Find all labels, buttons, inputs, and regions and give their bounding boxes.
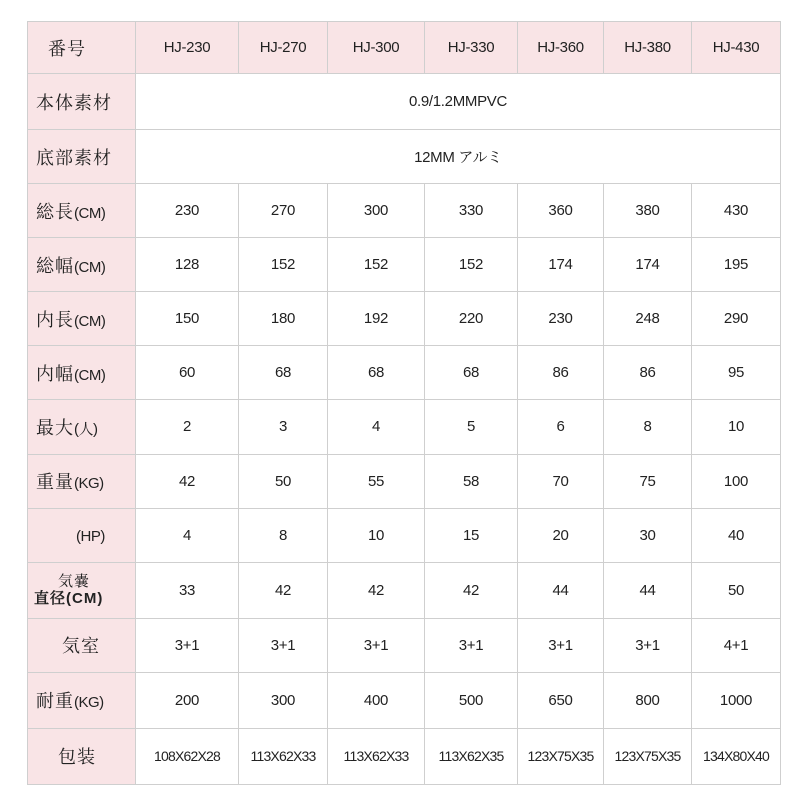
table-row bbox=[28, 454, 781, 508]
value-cell: 113X62X33 bbox=[239, 728, 328, 784]
value-cell: 108X62X28 bbox=[136, 728, 239, 784]
spec-table-container bbox=[27, 21, 780, 785]
value-cell: 330 bbox=[425, 184, 518, 238]
row-label: (HP) bbox=[28, 508, 136, 562]
value-cell: 42 bbox=[328, 562, 425, 618]
value-cell: 68 bbox=[425, 346, 518, 400]
value-cell: 174 bbox=[518, 238, 604, 292]
value-cell: 195 bbox=[692, 238, 781, 292]
header-row bbox=[28, 22, 781, 74]
value-cell: 42 bbox=[136, 454, 239, 508]
value-cell: 360 bbox=[518, 184, 604, 238]
value-cell: 2 bbox=[136, 400, 239, 454]
value-cell: 3+1 bbox=[604, 618, 692, 672]
value-cell: 230 bbox=[136, 184, 239, 238]
value-cell: 3+1 bbox=[425, 618, 518, 672]
header-label: 番号 bbox=[28, 22, 136, 74]
value-cell: 86 bbox=[604, 346, 692, 400]
row-label: 耐重(KG) bbox=[28, 672, 136, 728]
value-cell: 3+1 bbox=[328, 618, 425, 672]
value-cell: 220 bbox=[425, 292, 518, 346]
value-cell: 60 bbox=[136, 346, 239, 400]
value-cell: 123X75X35 bbox=[604, 728, 692, 784]
value-cell: 50 bbox=[692, 562, 781, 618]
value-cell: 230 bbox=[518, 292, 604, 346]
value-cell: 400 bbox=[328, 672, 425, 728]
value-cell: 300 bbox=[239, 672, 328, 728]
value-cell: 3+1 bbox=[239, 618, 328, 672]
model-cell: HJ-300 bbox=[328, 22, 425, 74]
value-cell: 152 bbox=[328, 238, 425, 292]
value-cell: 500 bbox=[425, 672, 518, 728]
body-material-row bbox=[28, 74, 781, 130]
value-cell: 3 bbox=[239, 400, 328, 454]
row-label: 気嚢 直径(CM) bbox=[28, 562, 136, 618]
table-row bbox=[28, 618, 781, 672]
value-cell: 15 bbox=[425, 508, 518, 562]
row-label: 内幅(CM) bbox=[28, 346, 136, 400]
value-cell: 86 bbox=[518, 346, 604, 400]
value-cell: 10 bbox=[692, 400, 781, 454]
value-cell: 248 bbox=[604, 292, 692, 346]
value-cell: 270 bbox=[239, 184, 328, 238]
table-row bbox=[28, 184, 781, 238]
model-cell: HJ-430 bbox=[692, 22, 781, 74]
value-cell: 290 bbox=[692, 292, 781, 346]
value-cell: 4 bbox=[136, 508, 239, 562]
model-cell: HJ-360 bbox=[518, 22, 604, 74]
value-cell: 180 bbox=[239, 292, 328, 346]
value-cell: 68 bbox=[328, 346, 425, 400]
table-row bbox=[28, 562, 781, 618]
value-cell: 68 bbox=[239, 346, 328, 400]
value-cell: 380 bbox=[604, 184, 692, 238]
value-cell: 113X62X33 bbox=[328, 728, 425, 784]
value-cell: 20 bbox=[518, 508, 604, 562]
value-cell: 1000 bbox=[692, 672, 781, 728]
value-cell: 152 bbox=[239, 238, 328, 292]
model-cell: HJ-230 bbox=[136, 22, 239, 74]
value-cell: 152 bbox=[425, 238, 518, 292]
row-label: 気室 bbox=[28, 618, 136, 672]
table-row bbox=[28, 400, 781, 454]
value-cell: 30 bbox=[604, 508, 692, 562]
value-cell: 95 bbox=[692, 346, 781, 400]
value-cell: 40 bbox=[692, 508, 781, 562]
value-cell: 42 bbox=[239, 562, 328, 618]
table-row bbox=[28, 238, 781, 292]
table-row bbox=[28, 292, 781, 346]
value-cell: 3+1 bbox=[136, 618, 239, 672]
value-cell: 650 bbox=[518, 672, 604, 728]
value-cell: 4 bbox=[328, 400, 425, 454]
value-cell: 123X75X35 bbox=[518, 728, 604, 784]
model-cell: HJ-380 bbox=[604, 22, 692, 74]
value-cell: 58 bbox=[425, 454, 518, 508]
value-cell: 128 bbox=[136, 238, 239, 292]
table-row bbox=[28, 672, 781, 728]
value-cell: 800 bbox=[604, 672, 692, 728]
row-label: 最大(人) bbox=[28, 400, 136, 454]
value-cell: 75 bbox=[604, 454, 692, 508]
value-cell: 100 bbox=[692, 454, 781, 508]
value-cell: 8 bbox=[604, 400, 692, 454]
value-cell: 113X62X35 bbox=[425, 728, 518, 784]
table-row bbox=[28, 346, 781, 400]
model-cell: HJ-330 bbox=[425, 22, 518, 74]
value-cell: 192 bbox=[328, 292, 425, 346]
value-cell: 50 bbox=[239, 454, 328, 508]
row-label: 底部素材 bbox=[28, 130, 136, 184]
value-cell: 150 bbox=[136, 292, 239, 346]
row-label: 内長(CM) bbox=[28, 292, 136, 346]
value-cell: 42 bbox=[425, 562, 518, 618]
value-cell: 200 bbox=[136, 672, 239, 728]
table-row bbox=[28, 728, 781, 784]
table-row bbox=[28, 508, 781, 562]
value-cell: 300 bbox=[328, 184, 425, 238]
value-cell: 10 bbox=[328, 508, 425, 562]
row-label: 本体素材 bbox=[28, 74, 136, 130]
value-cell: 134X80X40 bbox=[692, 728, 781, 784]
bottom-material-value: 12MM アルミ bbox=[136, 130, 781, 184]
row-label: 包装 bbox=[28, 728, 136, 784]
value-cell: 5 bbox=[425, 400, 518, 454]
value-cell: 8 bbox=[239, 508, 328, 562]
value-cell: 44 bbox=[604, 562, 692, 618]
bottom-material-row bbox=[28, 130, 781, 184]
row-label: 重量(KG) bbox=[28, 454, 136, 508]
value-cell: 174 bbox=[604, 238, 692, 292]
body-material-value: 0.9/1.2MMPVC bbox=[136, 74, 781, 130]
spec-table bbox=[27, 21, 781, 785]
value-cell: 33 bbox=[136, 562, 239, 618]
value-cell: 44 bbox=[518, 562, 604, 618]
value-cell: 55 bbox=[328, 454, 425, 508]
row-label: 総長(CM) bbox=[28, 184, 136, 238]
value-cell: 3+1 bbox=[518, 618, 604, 672]
model-cell: HJ-270 bbox=[239, 22, 328, 74]
value-cell: 4+1 bbox=[692, 618, 781, 672]
value-cell: 6 bbox=[518, 400, 604, 454]
value-cell: 430 bbox=[692, 184, 781, 238]
row-label: 総幅(CM) bbox=[28, 238, 136, 292]
value-cell: 70 bbox=[518, 454, 604, 508]
